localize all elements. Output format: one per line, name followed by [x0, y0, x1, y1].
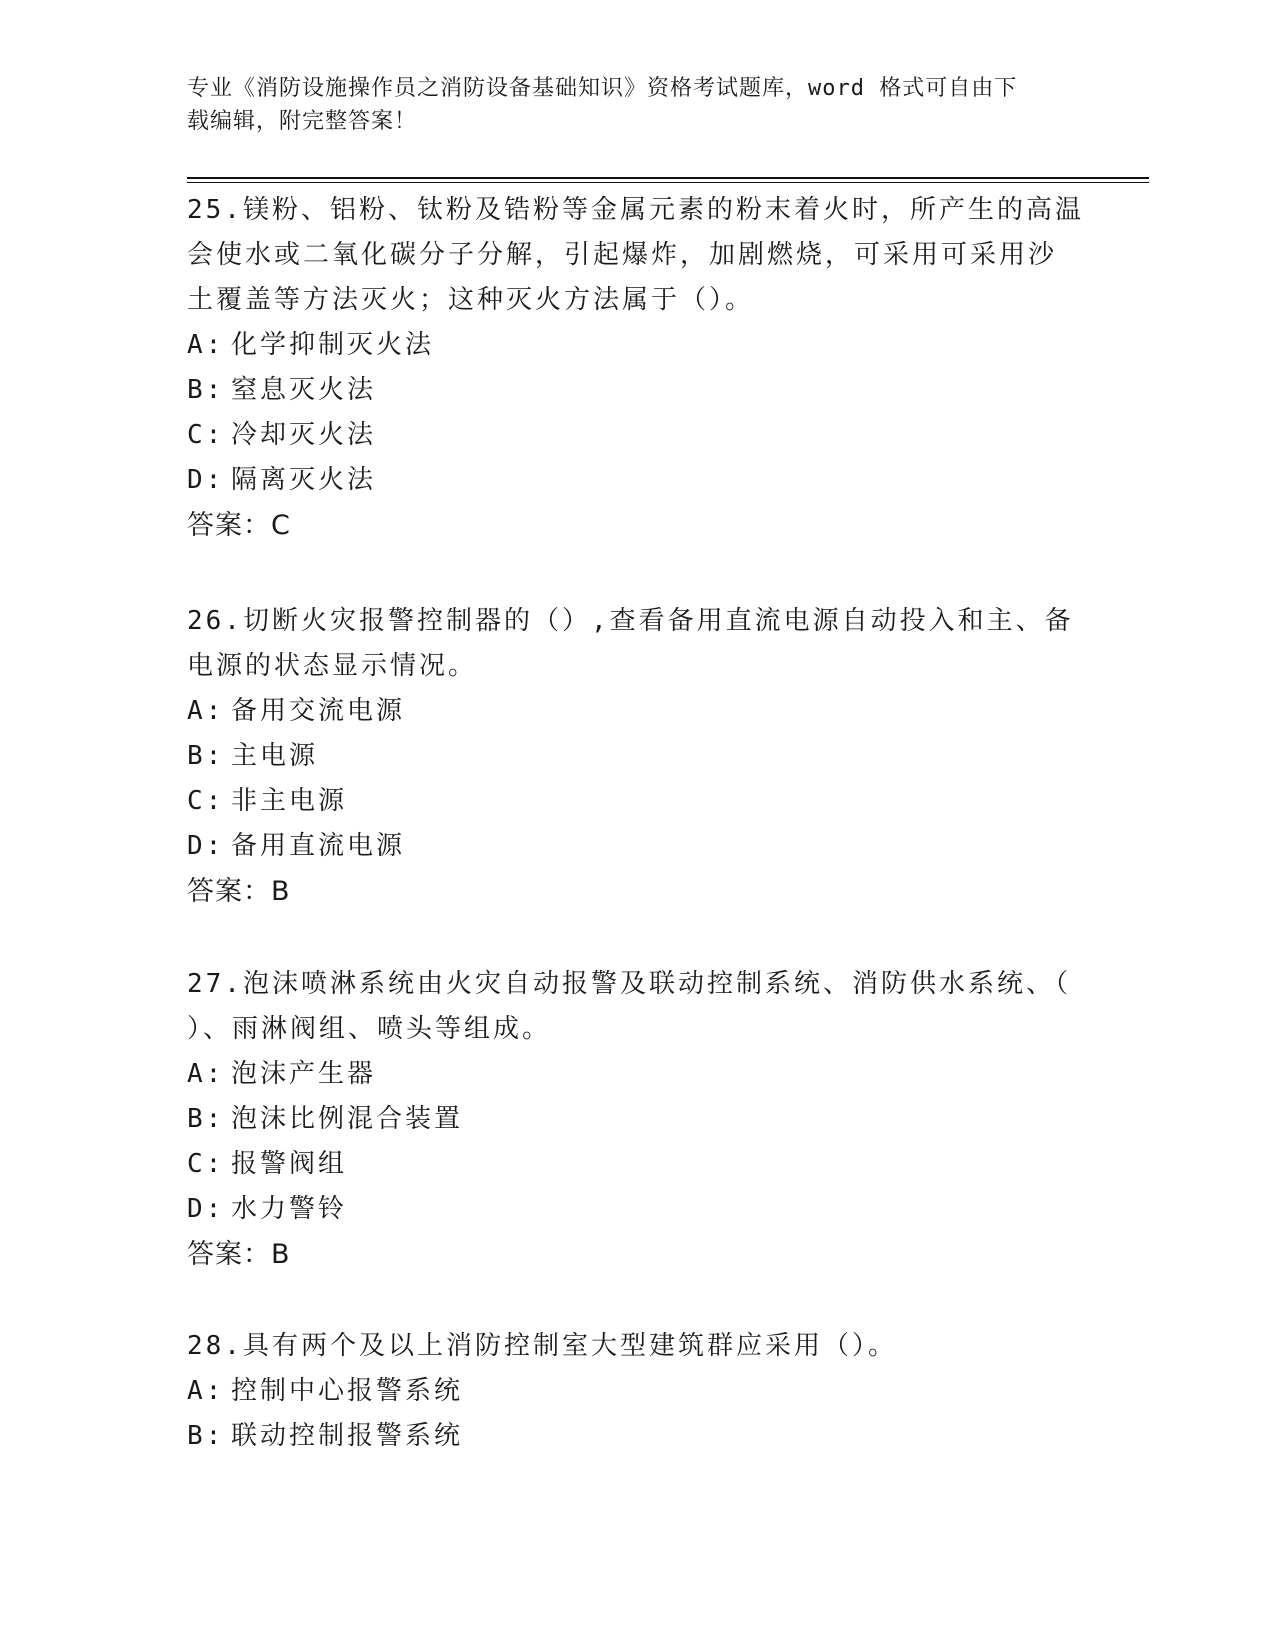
option-a	[187, 1052, 1087, 1097]
option-letter: A:	[187, 1376, 225, 1406]
option-text: 冷却灭火法	[231, 420, 377, 450]
option-letter: B:	[187, 1104, 225, 1134]
question-stem-line: ）、雨淋阀组、喷头等组成。	[187, 1014, 552, 1044]
option-text: 控制中心报警系统	[231, 1376, 464, 1406]
option-a	[187, 323, 1087, 368]
question-26	[187, 599, 1087, 914]
option-text: 备用直流电源	[231, 831, 406, 861]
option-text: 非主电源	[231, 786, 348, 816]
question-25	[187, 188, 1087, 548]
option-letter: A:	[187, 696, 225, 726]
answer-line: 答案：B	[187, 1239, 291, 1270]
option-text: 泡沫比例混合装置	[231, 1104, 464, 1134]
option-c	[187, 1142, 1087, 1187]
option-d	[187, 1187, 1087, 1232]
option-a	[187, 1369, 1087, 1414]
option-letter: C:	[187, 786, 225, 816]
option-text: 报警阀组	[231, 1149, 348, 1179]
option-text: 隔离灭火法	[231, 465, 377, 495]
option-letter: B:	[187, 375, 225, 405]
option-text: 泡沫产生器	[231, 1059, 377, 1089]
header-divider-thin	[187, 182, 1149, 183]
option-letter: C:	[187, 420, 225, 450]
option-b	[187, 734, 1087, 779]
option-text: 备用交流电源	[231, 696, 406, 726]
question-28	[187, 1324, 1087, 1459]
option-letter: D:	[187, 831, 225, 861]
option-d	[187, 824, 1087, 869]
question-stem-line: 26.切断火灾报警控制器的（）,查看备用直流电源自动投入和主、备	[187, 606, 1074, 636]
option-b	[187, 368, 1087, 413]
question-stem-line: 28.具有两个及以上消防控制室大型建筑群应采用（）。	[187, 1331, 897, 1361]
document-header	[187, 72, 1087, 138]
option-letter: B:	[187, 1421, 225, 1451]
header-line-1: 专业《消防设施操作员之消防设备基础知识》资格考试题库，word 格式可自由下	[187, 76, 1018, 101]
question-stem-line: 土覆盖等方法灭火；这种灭火方法属于（）。	[187, 285, 755, 315]
option-text: 主电源	[231, 741, 319, 771]
option-text: 化学抑制灭火法	[231, 330, 435, 360]
option-letter: A:	[187, 1059, 225, 1089]
option-letter: D:	[187, 465, 225, 495]
option-b	[187, 1097, 1087, 1142]
option-text: 窒息灭火法	[231, 375, 377, 405]
option-c	[187, 779, 1087, 824]
option-letter: A:	[187, 330, 225, 360]
option-a	[187, 689, 1087, 734]
option-b	[187, 1414, 1087, 1459]
question-stem-line: 电源的状态显示情况。	[187, 651, 478, 681]
header-divider-thick	[187, 177, 1149, 179]
answer-line: 答案：C	[187, 510, 291, 541]
option-text: 联动控制报警系统	[231, 1421, 464, 1451]
question-stem-line: 会使水或二氧化碳分子分解，引起爆炸，加剧燃烧，可采用可采用沙	[187, 240, 1058, 270]
question-stem-line: 25.镁粉、铝粉、钛粉及锆粉等金属元素的粉末着火时，所产生的高温	[187, 195, 1084, 225]
header-line-2: 载编辑，附完整答案！	[187, 109, 418, 134]
option-letter: D:	[187, 1194, 225, 1224]
option-letter: B:	[187, 741, 225, 771]
option-letter: C:	[187, 1149, 225, 1179]
question-stem-line: 27.泡沫喷淋系统由火灾自动报警及联动控制系统、消防供水系统、（	[187, 969, 1071, 999]
option-d	[187, 458, 1087, 503]
option-text: 水力警铃	[231, 1194, 348, 1224]
answer-line: 答案：B	[187, 876, 291, 907]
option-c	[187, 413, 1087, 458]
question-27	[187, 962, 1087, 1277]
